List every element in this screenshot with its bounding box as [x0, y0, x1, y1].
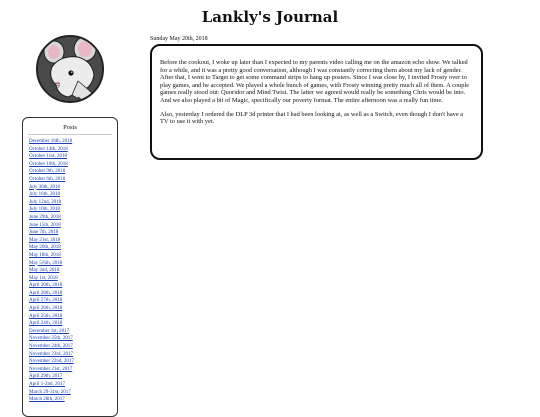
post-list-item [29, 335, 117, 343]
post-link[interactable]: October 6th, 2018 [29, 176, 66, 182]
post-link[interactable]: June 7th, 2018 [29, 230, 59, 236]
post-link[interactable]: April 30th, 2018 [29, 283, 63, 289]
post-link[interactable]: October 9th, 2018 [29, 169, 66, 175]
post-link[interactable]: November 24th, 2017 [29, 344, 73, 350]
post-list-item [29, 389, 117, 397]
site-title: Lankly's Journal [201, 8, 339, 26]
post-list-item [29, 214, 117, 222]
post-link[interactable]: May 20th, 2018 [29, 245, 61, 251]
post-link[interactable]: July 12nd, 2018 [29, 199, 62, 205]
post-paragraph: Also, yesterday I ordered the DLP 3d printer that I had been looking at, as well as a Switch, even though I don't have a TV to use it with yet. [160, 110, 464, 126]
post-link[interactable]: December 1st, 2017 [29, 328, 70, 334]
post-link[interactable]: March 28th, 2017 [29, 397, 65, 403]
posts-heading: Posts [28, 124, 112, 135]
post-list-item [29, 305, 117, 313]
post-list-item [29, 161, 117, 169]
post-list-item [29, 138, 117, 146]
post-list-item [29, 199, 117, 207]
post-link[interactable]: December 16th, 2018 [29, 139, 73, 144]
post-link[interactable]: April 26th, 2018 [29, 306, 63, 312]
post-list-item [29, 191, 117, 199]
post-list-item [29, 343, 117, 351]
post-list-item [29, 184, 117, 192]
post-link[interactable]: June 29th, 2018 [29, 214, 61, 220]
post-list-item [29, 282, 117, 290]
post-link[interactable]: April 29th, 2017 [29, 374, 63, 380]
post-list-item [29, 290, 117, 298]
post-list-item [29, 229, 117, 237]
post-link[interactable]: April 1-2nd, 2017 [29, 382, 65, 387]
post-link[interactable]: May 5/6th, 2018 [29, 260, 63, 266]
post-list-item [29, 244, 117, 252]
post-link[interactable]: April 25th, 2018 [29, 313, 63, 319]
post-link[interactable]: May 2nd, 2018 [29, 268, 60, 274]
post-list-item [29, 396, 117, 404]
mouse-avatar-icon [36, 35, 104, 103]
post-list-item [29, 351, 117, 359]
post-link[interactable]: July 30th, 2018 [29, 184, 60, 190]
post-list-item [29, 275, 117, 283]
post-link[interactable]: November 25th, 2017 [29, 336, 73, 342]
post-link[interactable]: October 14th, 2018 [29, 146, 68, 152]
post-link[interactable]: November 21st, 2017 [29, 366, 73, 372]
post-date: Sunday May 20th, 2018 [150, 36, 208, 42]
post-list-item [29, 237, 117, 245]
post-link[interactable]: April 28th, 2018 [29, 290, 63, 296]
post-list-item [29, 313, 117, 321]
post-link[interactable]: October 11st, 2018 [29, 154, 68, 160]
post-list-item [29, 373, 117, 381]
post-list-item [29, 206, 117, 214]
post-link[interactable]: May 21st, 2018 [29, 237, 61, 243]
post-link[interactable]: April 24th, 2018 [29, 321, 63, 327]
post-link[interactable]: November 23rd, 2017 [29, 351, 74, 357]
post-link[interactable]: July 10th, 2018 [29, 207, 60, 213]
post-list-item [29, 267, 117, 275]
post-list-item [29, 366, 117, 374]
post-list-item [29, 176, 117, 184]
post-list-item [29, 328, 117, 336]
post-list-item [29, 381, 117, 389]
post-list-item [29, 260, 117, 268]
post-list-item [29, 320, 117, 328]
post-list-item [29, 358, 117, 366]
post-link[interactable]: October 10th, 2018 [29, 161, 68, 167]
post-list-item [29, 252, 117, 260]
post-link[interactable]: March 29-31st, 2017 [29, 389, 71, 395]
post-link[interactable]: July 16th, 2018 [29, 192, 60, 198]
posts-sidebar [22, 117, 118, 417]
post-list-item [29, 168, 117, 176]
post-link[interactable]: June 15th, 2018 [29, 222, 61, 228]
post-list-item [29, 153, 117, 161]
post-list-item [29, 222, 117, 230]
post-link[interactable]: November 22nd, 2017 [29, 359, 74, 365]
post-link[interactable]: May 18th, 2018 [29, 252, 61, 258]
post-paragraph: Before the cookout, I woke up later than I expected to my parents video calling me on the amazon echo show. We talked for a while, and it was a pretty good conversation, although I was constantly correcting them about my lack of gender. After that, I went to Target to get some command strips to hang up posters. Since I was close by, I invited Frosty over to play games, and he accepted. We played a whole bunch of games, with Frosty winning pretty much all of them. A couple games really stood out: Quoridor and Mind Twist. The latter we agreed would really be something Chris would be into. And we also played a bit of Magic, specifically our poverty format. The entire afternoon was a really fun time. [160, 59, 470, 104]
post-card [150, 44, 483, 160]
post-link[interactable]: April 27th, 2018 [29, 298, 63, 304]
post-link[interactable]: May 1st, 2018 [29, 275, 58, 281]
posts-list [23, 138, 117, 404]
post-list-item [29, 297, 117, 305]
post-list-item [29, 146, 117, 154]
